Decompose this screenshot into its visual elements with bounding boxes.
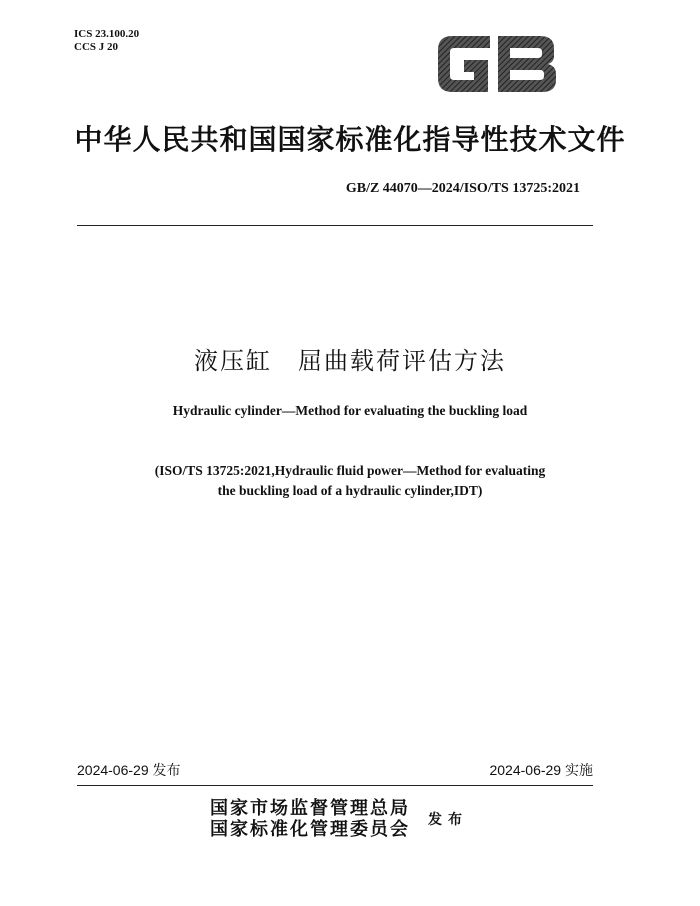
issuer-sac: 国家标准化管理委员会 — [210, 819, 410, 840]
idt-line-1: (ISO/TS 13725:2021,Hydraulic fluid power—Method for evaluating — [154, 463, 546, 478]
issuer-samr: 国家市场监督管理总局 — [210, 798, 410, 819]
implement-date: 2024-06-29 实施 — [489, 762, 593, 778]
english-title: Hydraulic cylinder—Method for evaluating the buckling load — [172, 403, 528, 418]
gb-logo — [432, 30, 562, 98]
top-divider — [77, 225, 593, 226]
classification-codes — [74, 28, 139, 54]
bottom-divider — [77, 785, 593, 786]
ics-code: ICS 23.100.20 — [74, 28, 140, 40]
iso-equivalence — [0, 461, 700, 501]
gb-logo-icon — [432, 30, 562, 98]
publish-date: 2024-06-29 发布 — [77, 762, 181, 778]
issuing-authorities — [210, 798, 410, 840]
chinese-title: 液压缸 屈曲载荷评估方法 — [194, 347, 506, 375]
issue-label: 发布 — [428, 812, 468, 828]
standard-number: GB/Z 44070—2024/ISO/TS 13725:2021 — [345, 181, 580, 196]
idt-line-2: the buckling load of a hydraulic cylinder,IDT) — [217, 483, 483, 498]
document-type-title: 中华人民共和国国家标准化指导性技术文件 — [74, 123, 626, 156]
ccs-code: CCS J 20 — [74, 41, 119, 53]
